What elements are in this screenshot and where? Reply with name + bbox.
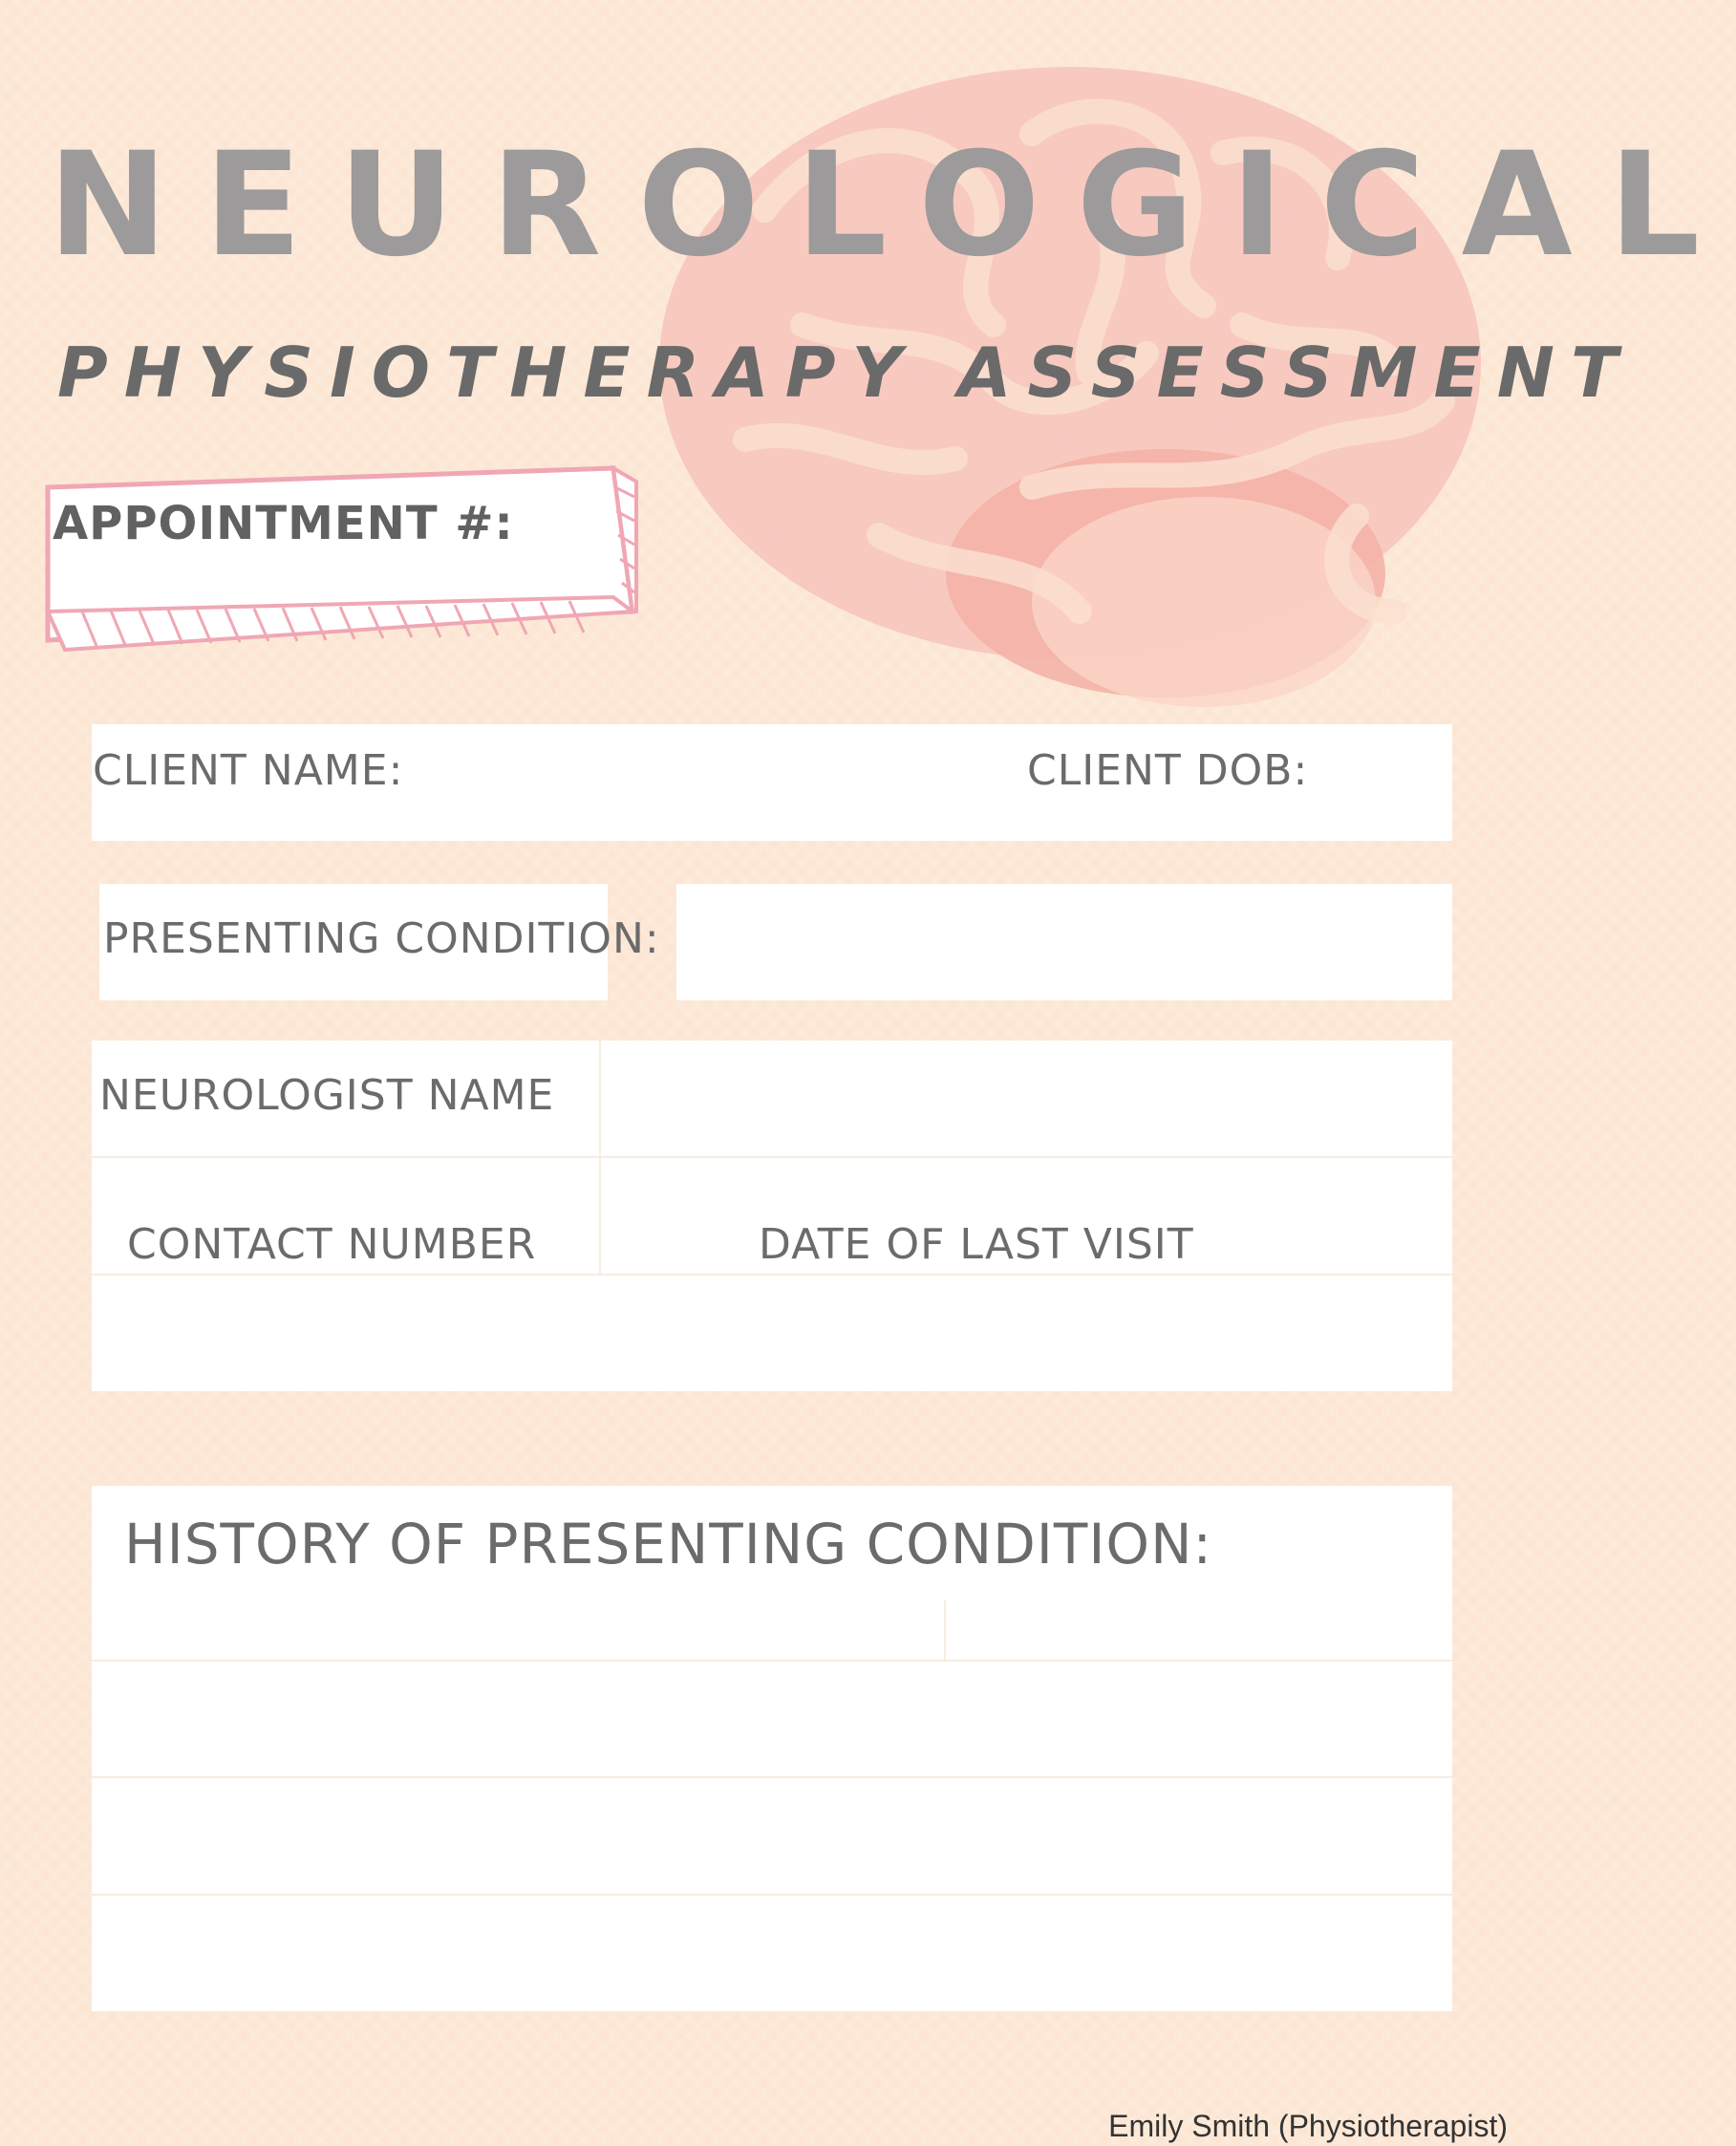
document-title: NEUROLOGICAL bbox=[48, 122, 1736, 289]
history-line bbox=[92, 1660, 1452, 1662]
neurologist-name-field[interactable] bbox=[602, 1041, 1450, 1154]
contact-number-label: CONTACT NUMBER bbox=[127, 1220, 537, 1269]
appointment-label: APPOINTMENT #: bbox=[53, 497, 514, 550]
document-subtitle: PHYSIOTHERAPY ASSESSMENT bbox=[57, 333, 1635, 413]
history-line bbox=[92, 1776, 1452, 1778]
history-label: HISTORY OF PRESENTING CONDITION: bbox=[124, 1512, 1213, 1577]
presenting-condition-label: PRESENTING CONDITION: bbox=[103, 914, 660, 963]
history-line bbox=[92, 1894, 1452, 1896]
author-credit: Emily Smith (Physiotherapist) bbox=[1108, 2109, 1508, 2143]
client-name-label: CLIENT NAME: bbox=[93, 746, 404, 795]
table-divider bbox=[92, 1156, 1452, 1158]
client-dob-label: CLIENT DOB: bbox=[1027, 746, 1309, 795]
neurologist-name-label: NEUROLOGIST NAME bbox=[99, 1071, 555, 1120]
contact-number-field[interactable] bbox=[94, 1277, 598, 1389]
appointment-box bbox=[44, 468, 636, 650]
date-of-last-visit-field[interactable] bbox=[602, 1277, 1450, 1389]
history-divider bbox=[944, 1600, 946, 1660]
table-divider bbox=[599, 1041, 601, 1274]
date-of-last-visit-label: DATE OF LAST VISIT bbox=[759, 1220, 1194, 1269]
table-divider bbox=[92, 1274, 1452, 1276]
presenting-condition-field[interactable] bbox=[676, 884, 1452, 1000]
